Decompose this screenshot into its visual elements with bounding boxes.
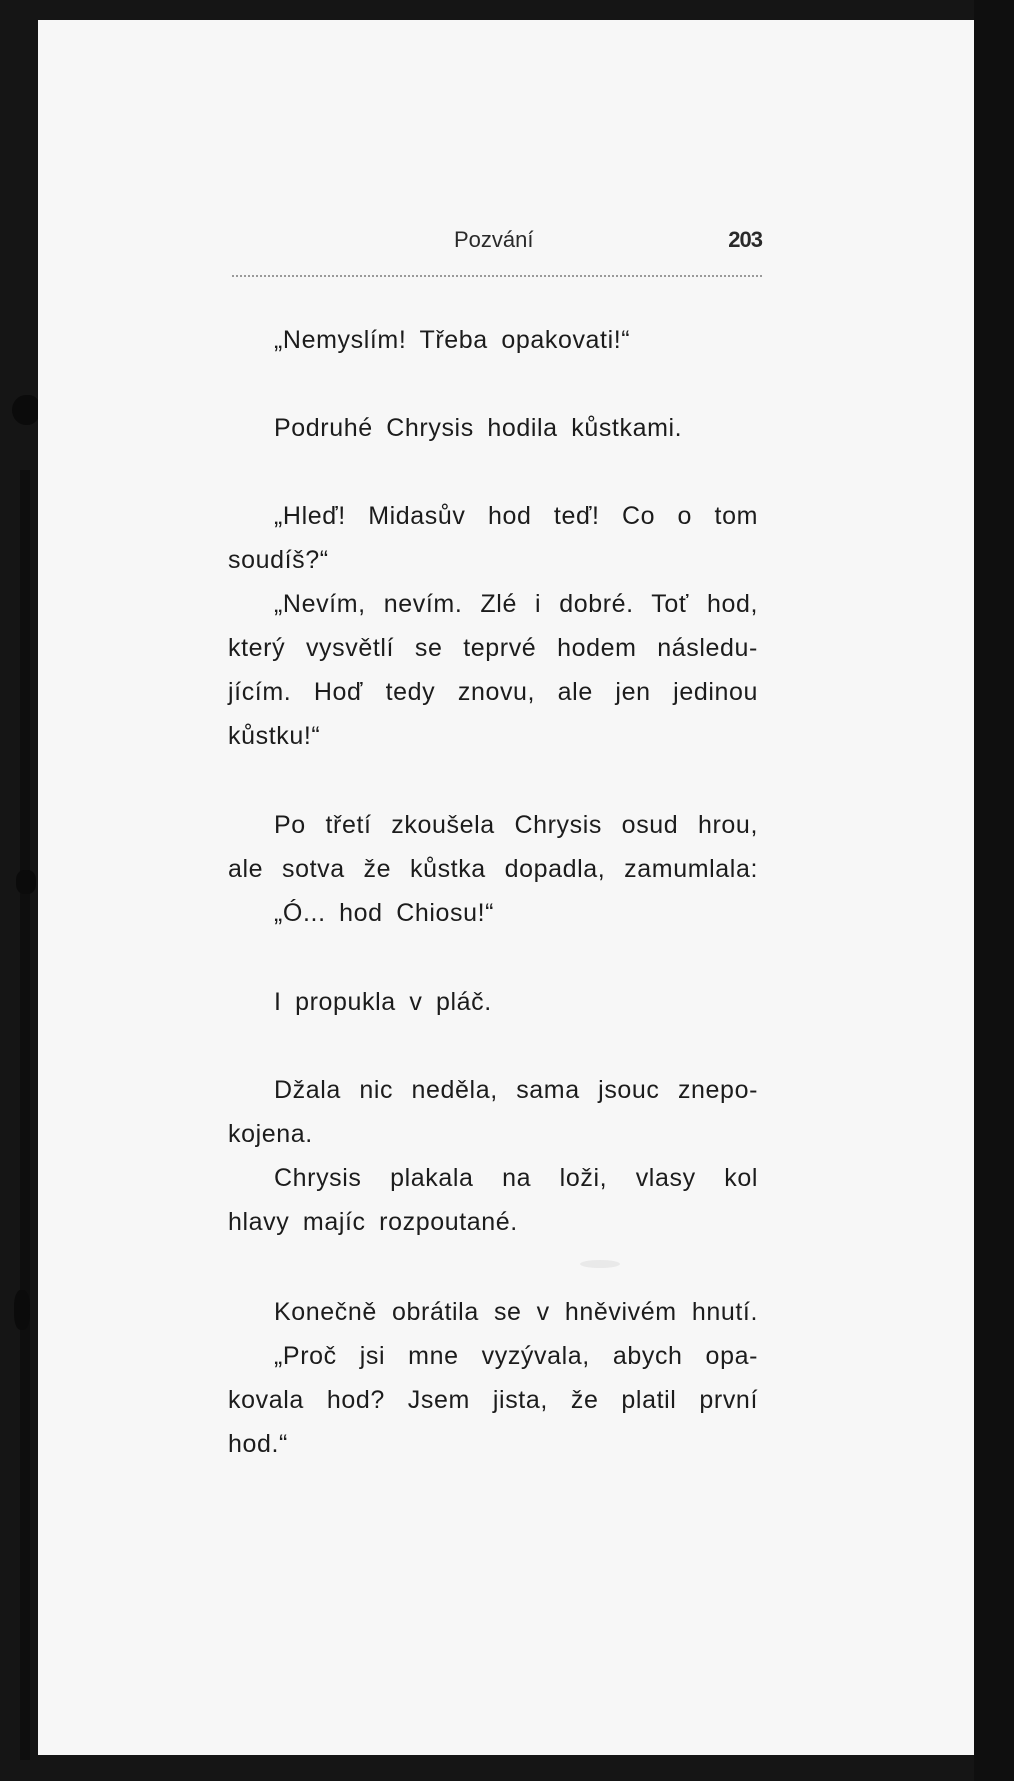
text-line: který vysvětlí se teprvé hodem následu- bbox=[228, 634, 758, 662]
text-line: hlavy majíc rozpoutané. bbox=[228, 1208, 518, 1236]
text-line: I propukla v pláč. bbox=[274, 988, 492, 1016]
binding-edge bbox=[20, 470, 30, 1760]
text-line: Podruhé Chrysis hodila kůstkami. bbox=[274, 414, 683, 442]
paragraph bbox=[228, 494, 758, 582]
text-line: kůstku!“ bbox=[228, 722, 321, 750]
paragraph bbox=[228, 582, 758, 758]
text-line: kojena. bbox=[228, 1120, 313, 1148]
text-line: hod.“ bbox=[228, 1430, 288, 1458]
paper-smudge bbox=[580, 1260, 620, 1268]
paragraph bbox=[228, 1290, 758, 1466]
page-edge-shadow bbox=[974, 0, 1014, 1781]
text-line: Po třetí zkoušela Chrysis osud hrou, bbox=[274, 811, 758, 839]
page-header bbox=[232, 224, 762, 258]
text-line: „Nemyslím! Třeba opakovati!“ bbox=[274, 326, 631, 354]
binding-mark bbox=[12, 395, 40, 425]
page-number: 203 bbox=[728, 227, 762, 252]
paragraph bbox=[228, 318, 758, 362]
text-line: „Hleď! Midasův hod teď! Co o tom bbox=[274, 502, 758, 530]
text-line: jícím. Hoď tedy znovu, ale jen jedinou bbox=[228, 678, 758, 706]
binding-mark bbox=[14, 1290, 30, 1330]
text-line: soudíš?“ bbox=[228, 546, 329, 574]
text-line: ale sotva že kůstka dopadla, zamumlala: bbox=[228, 855, 758, 883]
paragraph bbox=[228, 406, 758, 450]
text-line: „Ó... hod Chiosu!“ bbox=[274, 899, 495, 927]
paragraph bbox=[228, 803, 758, 935]
binding-mark bbox=[16, 870, 36, 894]
paragraph bbox=[228, 980, 758, 1024]
text-line: Džala nic neděla, sama jsouc znepo- bbox=[274, 1076, 758, 1104]
text-line: „Proč jsi mne vyzývala, abych opa- bbox=[274, 1342, 758, 1370]
paragraph bbox=[228, 1156, 758, 1244]
running-title: Pozvání bbox=[454, 227, 534, 252]
text-line: Chrysis plakala na loži, vlasy kol bbox=[274, 1164, 758, 1192]
text-line: kovala hod? Jsem jista, že platil první bbox=[228, 1386, 758, 1414]
paragraph bbox=[228, 1068, 758, 1156]
text-line: Konečně obrátila se v hněvivém hnutí. bbox=[274, 1298, 758, 1326]
text-line: „Nevím, nevím. Zlé i dobré. Toť hod, bbox=[274, 590, 758, 618]
header-rule bbox=[232, 275, 762, 277]
